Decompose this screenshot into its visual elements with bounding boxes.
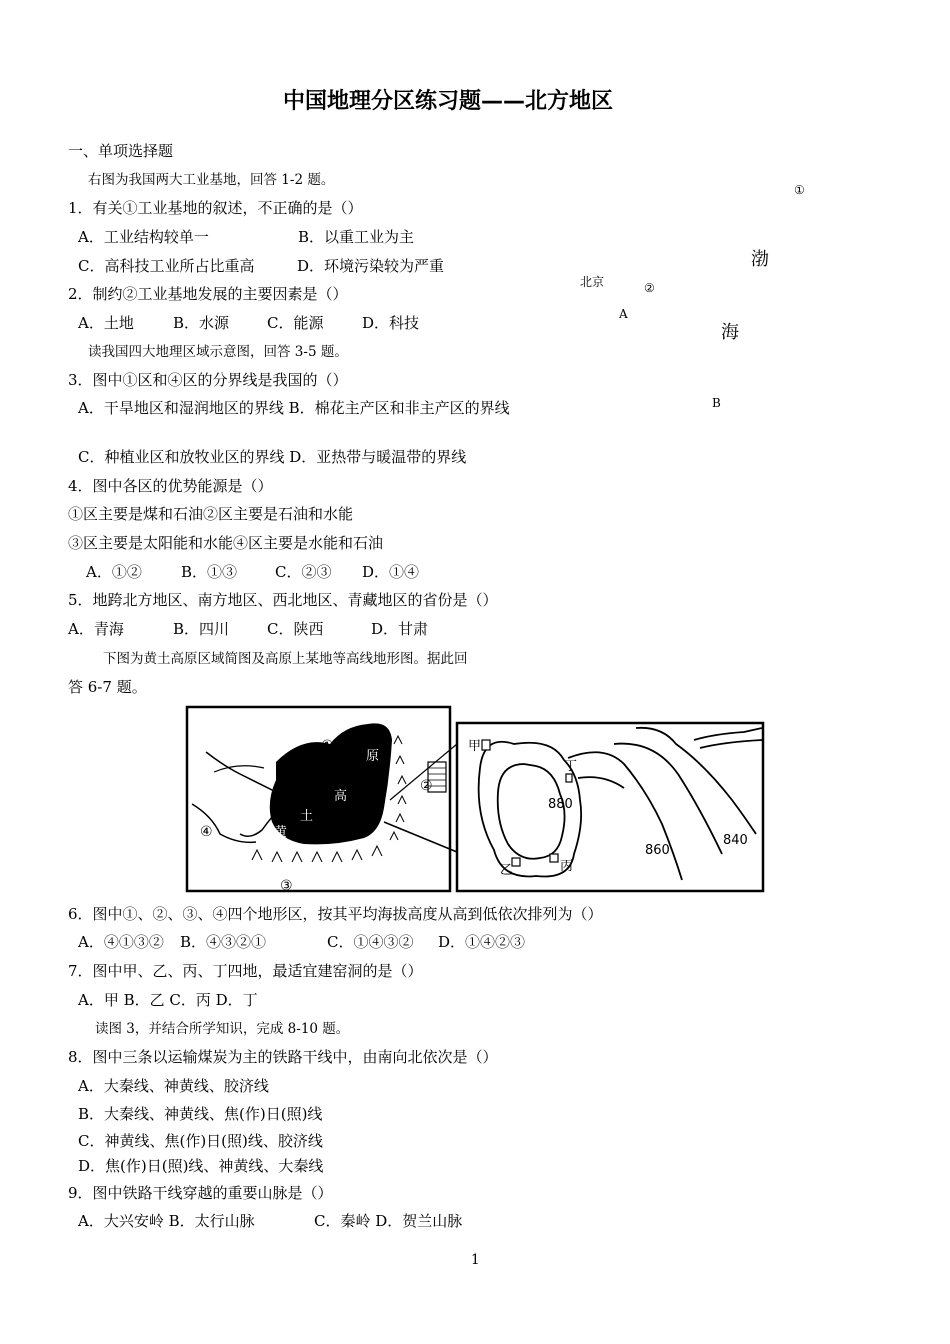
question-8-stem: 8．图中三条以运输煤炭为主的铁路干线中，由南向北依次是（） (68, 1048, 498, 1066)
q4-option-d: D．①④ (362, 563, 420, 581)
q8-option-b: B．大秦线、神黄线、焦(作)日(照)线 (78, 1105, 323, 1123)
page-title: 中国地理分区练习题——北方地区 (283, 89, 614, 114)
q6-option-a: A．④①③② (78, 933, 164, 951)
q6-option-d: D．①④②③ (438, 933, 526, 951)
q8-option-d: D．焦(作)日(照)线、神黄线、大秦线 (78, 1157, 324, 1175)
intro-text-2: 读我国四大地理区域示意图，回答 3-5 题。 (88, 344, 348, 360)
q9-options-cd: C．秦岭 D．贺兰山脉 (314, 1212, 463, 1230)
map-label-circle-1: ① (794, 183, 805, 197)
q4-statement-2: ③区主要是太阳能和水能④区主要是水能和石油 (68, 534, 384, 552)
q6-option-c: C．①④③② (327, 933, 414, 951)
q6-option-b: B．④③②① (180, 933, 267, 951)
intro-text-4: 读图 3，并结合所学知识，完成 8-10 题。 (95, 1021, 350, 1037)
fig-label-tu: 土 (300, 809, 314, 824)
fig-label-circle-3: ③ (280, 878, 293, 894)
map-label-a: A (619, 307, 628, 321)
q1-option-a: A．工业结构较单一 (78, 228, 209, 246)
question-9-stem: 9．图中铁路干线穿越的重要山脉是（） (68, 1184, 333, 1202)
map-label-beijing: 北京 (580, 275, 605, 289)
fig-label-circle-2: ② (420, 778, 433, 794)
q1-option-d: D．环境污染较为严重 (297, 257, 445, 275)
q5-option-d: D．甘肃 (371, 620, 429, 638)
question-5-stem: 5．地跨北方地区、南方地区、西北地区、青藏地区的省份是（） (68, 591, 498, 609)
fig-label-circle-1: ① (321, 738, 334, 754)
question-2-stem: 2．制约②工业基地发展的主要因素是（） (68, 285, 348, 303)
section-heading: 一、单项选择题 (68, 142, 174, 160)
q8-option-c: C．神黄线、焦(作)日(照)线、胶济线 (78, 1132, 323, 1150)
q3-options-ab: A．干旱地区和湿润地区的界线 B．棉花主产区和非主产区的界线 (78, 399, 510, 417)
intro-text-3-line1: 下图为黄土高原区域简图及高原上某地等高线地形图。据此回 (103, 651, 468, 667)
fig-contour-860: 860 (645, 843, 670, 858)
loess-plateau-figure (184, 704, 768, 894)
fig-contour-880: 880 (548, 797, 573, 812)
fig-label-jia: 甲 (468, 739, 482, 754)
map-label-b: B (712, 396, 721, 410)
fig-contour-840: 840 (723, 833, 748, 848)
q1-option-c: C．高科技工业所占比重高 (78, 257, 255, 275)
q2-option-b: B．水源 (173, 314, 230, 332)
q2-option-c: C．能源 (267, 314, 324, 332)
question-3-stem: 3．图中①区和④区的分界线是我国的（） (68, 371, 348, 389)
question-4-stem: 4．图中各区的优势能源是（） (68, 477, 273, 495)
page-number: 1 (471, 1252, 480, 1268)
question-6-stem: 6．图中①、②、③、④四个地形区，按其平均海拔高度从高到低依次排列为（） (68, 905, 603, 923)
map-label-hai: 海 (721, 322, 739, 343)
q9-options-ab: A．大兴安岭 B．太行山脉 (78, 1212, 255, 1230)
q5-option-c: C．陕西 (267, 620, 324, 638)
q4-statement-1: ①区主要是煤和石油②区主要是石油和水能 (68, 505, 354, 523)
map-label-circle-2: ② (644, 281, 655, 295)
q7-options: A．甲 B．乙 C．丙 D．丁 (78, 991, 258, 1009)
q5-option-a: A．青海 (68, 620, 124, 638)
q5-option-b: B．四川 (173, 620, 230, 638)
question-1-stem: 1．有关①工业基地的叙述，不正确的是（） (68, 199, 363, 217)
q4-option-b: B．①③ (181, 563, 238, 581)
q8-option-a: A．大秦线、神黄线、胶济线 (78, 1077, 269, 1095)
fig-label-yi: 乙 (500, 863, 514, 878)
fig-label-bing: 丙 (560, 859, 574, 874)
map-label-bo: 渤 (751, 249, 769, 270)
intro-text-1: 右图为我国两大工业基地，回答 1-2 题。 (88, 172, 335, 188)
q2-option-a: A．土地 (78, 314, 134, 332)
q3-options-cd: C．种植业区和放牧业区的界线 D．亚热带与暖温带的界线 (78, 448, 467, 466)
fig-label-ding: 丁 (564, 759, 578, 774)
fig-label-huang: 黄 (274, 825, 288, 840)
q4-option-a: A．①② (86, 563, 142, 581)
question-7-stem: 7．图中甲、乙、丙、丁四地，最适宜建窑洞的是（） (68, 962, 423, 980)
intro-text-3-line2: 答 6-7 题。 (68, 678, 147, 696)
fig-label-circle-4: ④ (200, 824, 213, 840)
q1-option-b: B．以重工业为主 (298, 228, 415, 246)
q4-option-c: C．②③ (275, 563, 332, 581)
fig-label-yuan: 原 (366, 749, 380, 764)
fig-label-gao: 高 (334, 789, 348, 804)
q2-option-d: D．科技 (362, 314, 420, 332)
